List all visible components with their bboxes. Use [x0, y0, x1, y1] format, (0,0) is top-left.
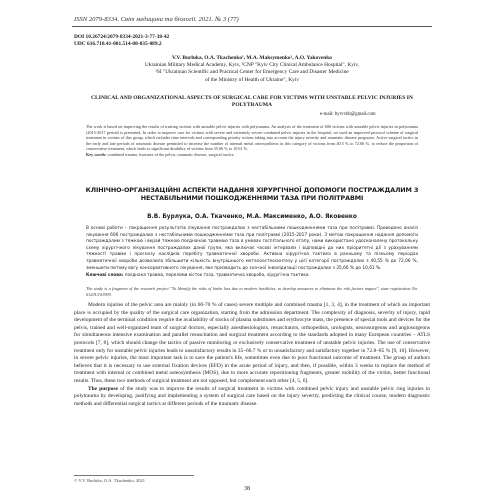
body-paragraph-2 — [74, 386, 430, 409]
udc-line: UDC 616.718.41-001.514-08-035-089.2 — [74, 41, 162, 48]
journal-header: ISSN 2079-8334. Світ медицини та біології. 2021. № 3 (77) — [74, 16, 239, 23]
keywords-ua-text: поєднана травма, переломи кісток таза, травматична хвороба, хірургічна тактика. — [124, 272, 310, 278]
contact-email[interactable]: e-mail: byrvvbb@gmail.com — [320, 112, 376, 117]
author-names: V.V. Burluka, O.A. Tkachenko¹, M.A. Maksymenko², A.O. Yakovenko — [172, 55, 332, 61]
abstract-english — [86, 124, 418, 158]
keywords-text: combined trauma, fractures of the pelvis, traumatic disease, surgical tactics. — [107, 151, 235, 157]
purpose-lead: The purpose — [88, 385, 118, 392]
article-title-ukrainian: КЛІНІЧНО-ОРГАНІЗАЦІЙНІ АСПЕКТИ НАДАННЯ ХІРУРГІЧНОЇ ДОПОМОГИ ПОСТРАЖДАЛИМ З НЕСТАБІЛЬНИМИ ПОШКОДЖЕННЯМИ ТАЗА ПРИ ПОЛІТРАВМІ — [85, 186, 419, 202]
affiliation-line-2: ²SI "Ukrainian Scientific and Practical Center for Emergency Care and Disaster Medicine — [155, 69, 349, 76]
keywords-label: Key words: — [86, 151, 107, 157]
footer-divider — [74, 475, 194, 476]
authors-ukrainian: В.В. Бурлука, О.А. Ткаченко, М.А. Максименко, А.О. Яковенко — [147, 214, 357, 220]
affiliation-line-3: of the Ministry of Health of Ukraine", Kyiv — [204, 76, 300, 83]
keywords-ua-label: Ключові слова: — [86, 272, 124, 278]
affiliation-line-1: Ukrainian Military Medical Academy, Kyiv, ¹CNP "Kyiv City Clinical Ambulance Hospital", Kyiv, — [144, 62, 360, 69]
abstract-ukrainian — [86, 226, 418, 279]
header-divider — [72, 26, 432, 27]
authors-block — [82, 55, 422, 84]
article-body — [74, 302, 430, 408]
copyright-note: © V.V. Burluka, O.A. Tkachenko, 2021 — [74, 478, 145, 483]
keywords-ukrainian — [86, 272, 418, 279]
purpose-text: of the study was to improve the results of surgical treatment in victims with combined pelvic injury and unstable pelvic ring injuries in polytrauma by developing, justifying and implementing a system of surgical care based on the injury severity, predicting the clinical course, modern diagnostic methods and differential surgical tactics at different periods of the traumatic disease. — [74, 385, 430, 407]
abstract-english-text: The work is based on improving the results of treating victims with unstable pelvic injuries with polytrauma. An analysis of the treatment of 606 victims with unstable pelvic injuries in polytrauma (2015-2017 period) is presented. In order to improve care for victims with severe and extremely severe combined pelvic injuries in the hospital, we used an improved protocol scheme of surgical treatment in victims of this group, which includes time intervals and corresponding priority actions taking into account the injury severity and traumatic disease prognosis. Active surgical tactics in the early and late periods of traumatic disease permitted to increase the number of internal metal osteosynthesis in this category of victims from 40.5 % to 72.06 %, to reduce the proportion of conservative treatment, which leads to significant disability of victims from 35.66 % to 10.61 %. — [86, 124, 418, 152]
study-note: The study is a fragment of the research project "To Identify the risks of limbs loss due to modern hostilities, to develop measures to eliminate the risk factors impact", state registration No. 0120U101999. — [86, 286, 418, 297]
article-title-english: CLINICAL AND ORGANIZATIONAL ASPECTS OF SURGICAL CARE FOR VICTIMS WITH UNSTABLE PELVIC INJURIES IN POLYTRAUMA — [91, 95, 413, 109]
abstract-ukrainian-text: В основі роботи – покращення результатів лікування постраждалих з нестабільними пошкодженнями таза при політравмі. Проведено аналіз лікування 606 постраждалих з нестабільними пошкодженнями таза при політравмі (2015-2017 роки). З метою покращення надання допомоги постраждалим з тяжкою і вкрай тяжкою поєднаною травмою таза в умовах госпітального етапу, нами використано удосконалену протокольну схему хірургічного лікування постраждалих даної групи, яка включає часові інтервали і відповідні до них пріоритетні дії з урахуванням тяжкості травми і прогнозу наслідків перебігу травматичної хвороби. Активна хірургічна тактика в ранньому та пізньому періодах травматичної хвороби дозволила збільшити кількість внутрішнього металоостеосинтезу у цієї категорії постраждалих з 40,55 % до 72,06 %, зменшити питому вагу консервативного лікування, яке призводить до значної інвалідизації постраждалих з 35,66 % до 10,61 %. — [86, 226, 418, 271]
body-paragraph-1: Modern injuries of the pelvic area are mainly (in 60-70 % of cases) severe multiple and combined trauma [1, 3, 4], in the treatment of which an important place is occupied by the quality of the surgical care organization, starting from the admission department. The complexity of diagnosis, severity of injury, rapid development of the terminal condition require the availability of stocks of plasma substitutes and erythrocyte mass, the presence of special tools and devices for the pelvis, trained and well-organized team of surgical doctors, especially anesthesiologists, resuscitators, orthopedists, urologists, neurosurgeons and angiosurgeons for simultaneous intensive examination and parallel resuscitation and surgical treatment according to the standards adopted in many European countries – ATLS protocols [7, 8], which should change the tactics of passive monitoring or exclusively conservative treatment of unstable pelvic injuries. The use of conservative treatment only for unstable pelvic injuries leads to unsatisfactory results in 35–66.7 % or to unsatisfactory and satisfactory together in 72.8–85 % [9, 10]. However, in severe pelvic injuries, the most important task is to save the patient's life, sometimes even due to poor functional outcome of treatment. The group of authors believes that it is necessary to use external fixation devices (EFD) in the acute period of injury, and then, if possible, within 3 weeks to replace the method of treatment with internal or combined metal osteosynthesis (MOS), due to more accurate repositioning fragments, greater mobility of the victim, better functional results. Thus, these two methods of surgical treatment are not opposed, but complement each other [4, 5, 6]. — [74, 302, 430, 384]
page-number: 38 — [244, 486, 250, 492]
article-identifiers — [74, 34, 169, 49]
doi-line[interactable]: DOI 10.26724/2079-8334-2021-3-77-38-42 — [74, 34, 170, 40]
keywords-english — [86, 152, 418, 158]
